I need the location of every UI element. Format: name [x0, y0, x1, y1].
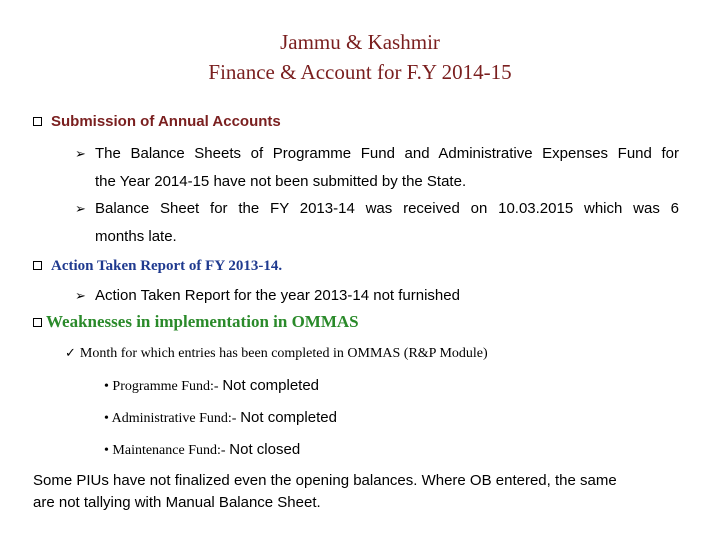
arrow-bullet-icon: ➢	[75, 202, 86, 217]
footer-note-line2: are not tallying with Manual Balance Sheet.	[33, 494, 321, 511]
fund-status: Not completed	[240, 409, 337, 426]
page-title-line2: Finance & Account for F.Y 2014-15	[208, 60, 512, 84]
q-box-bullet-icon	[33, 318, 42, 327]
section-submission-heading	[33, 113, 281, 130]
page-title-line1: Jammu & Kashmir	[280, 30, 440, 54]
fund-label: • Maintenance Fund:-	[104, 443, 226, 458]
check-icon: ✓	[65, 346, 76, 361]
section-ommas-heading	[33, 312, 359, 332]
section-atr-heading	[33, 258, 282, 275]
submission-item-2-line1: Balance Sheet for the FY 2013-14 was received on 10.03.2015 which was 6	[95, 200, 679, 217]
q-box-bullet-icon	[33, 261, 42, 270]
arrow-bullet-icon: ➢	[75, 289, 86, 304]
q-box-bullet-icon	[33, 117, 42, 126]
atr-item-1	[75, 287, 460, 304]
submission-item-2-line2: months late.	[95, 228, 177, 245]
fund-status-programme	[104, 377, 319, 395]
fund-status-administrative	[104, 409, 337, 427]
fund-label: • Programme Fund:-	[104, 379, 219, 394]
submission-item-1-line2: the Year 2014-15 have not been submitted by the State.	[95, 173, 467, 190]
section-heading-text: Action Taken Report of FY 2013-14.	[51, 258, 283, 274]
section-heading-text: Submission of Annual Accounts	[51, 113, 281, 130]
fund-status: Not completed	[222, 377, 320, 394]
footer-note-line1: Some PIUs have not finalized even the opening balances. Where OB entered, the same	[33, 472, 617, 489]
arrow-bullet-icon: ➢	[75, 147, 86, 162]
atr-item-1-text: Action Taken Report for the year 2013-14 not furnished	[95, 287, 460, 304]
fund-label: • Administrative Fund:-	[104, 411, 237, 426]
fund-status-maintenance	[104, 441, 300, 459]
ommas-check-item	[65, 346, 488, 362]
ommas-check-item-text: Month for which entries has been completed in OMMAS (R&P Module)	[79, 346, 488, 361]
section-heading-text: Weaknesses in implementation in OMMAS	[46, 312, 359, 331]
submission-item-1-line1: The Balance Sheets of Programme Fund and Administrative Expenses Fund for	[95, 145, 679, 162]
fund-status: Not closed	[229, 441, 301, 458]
